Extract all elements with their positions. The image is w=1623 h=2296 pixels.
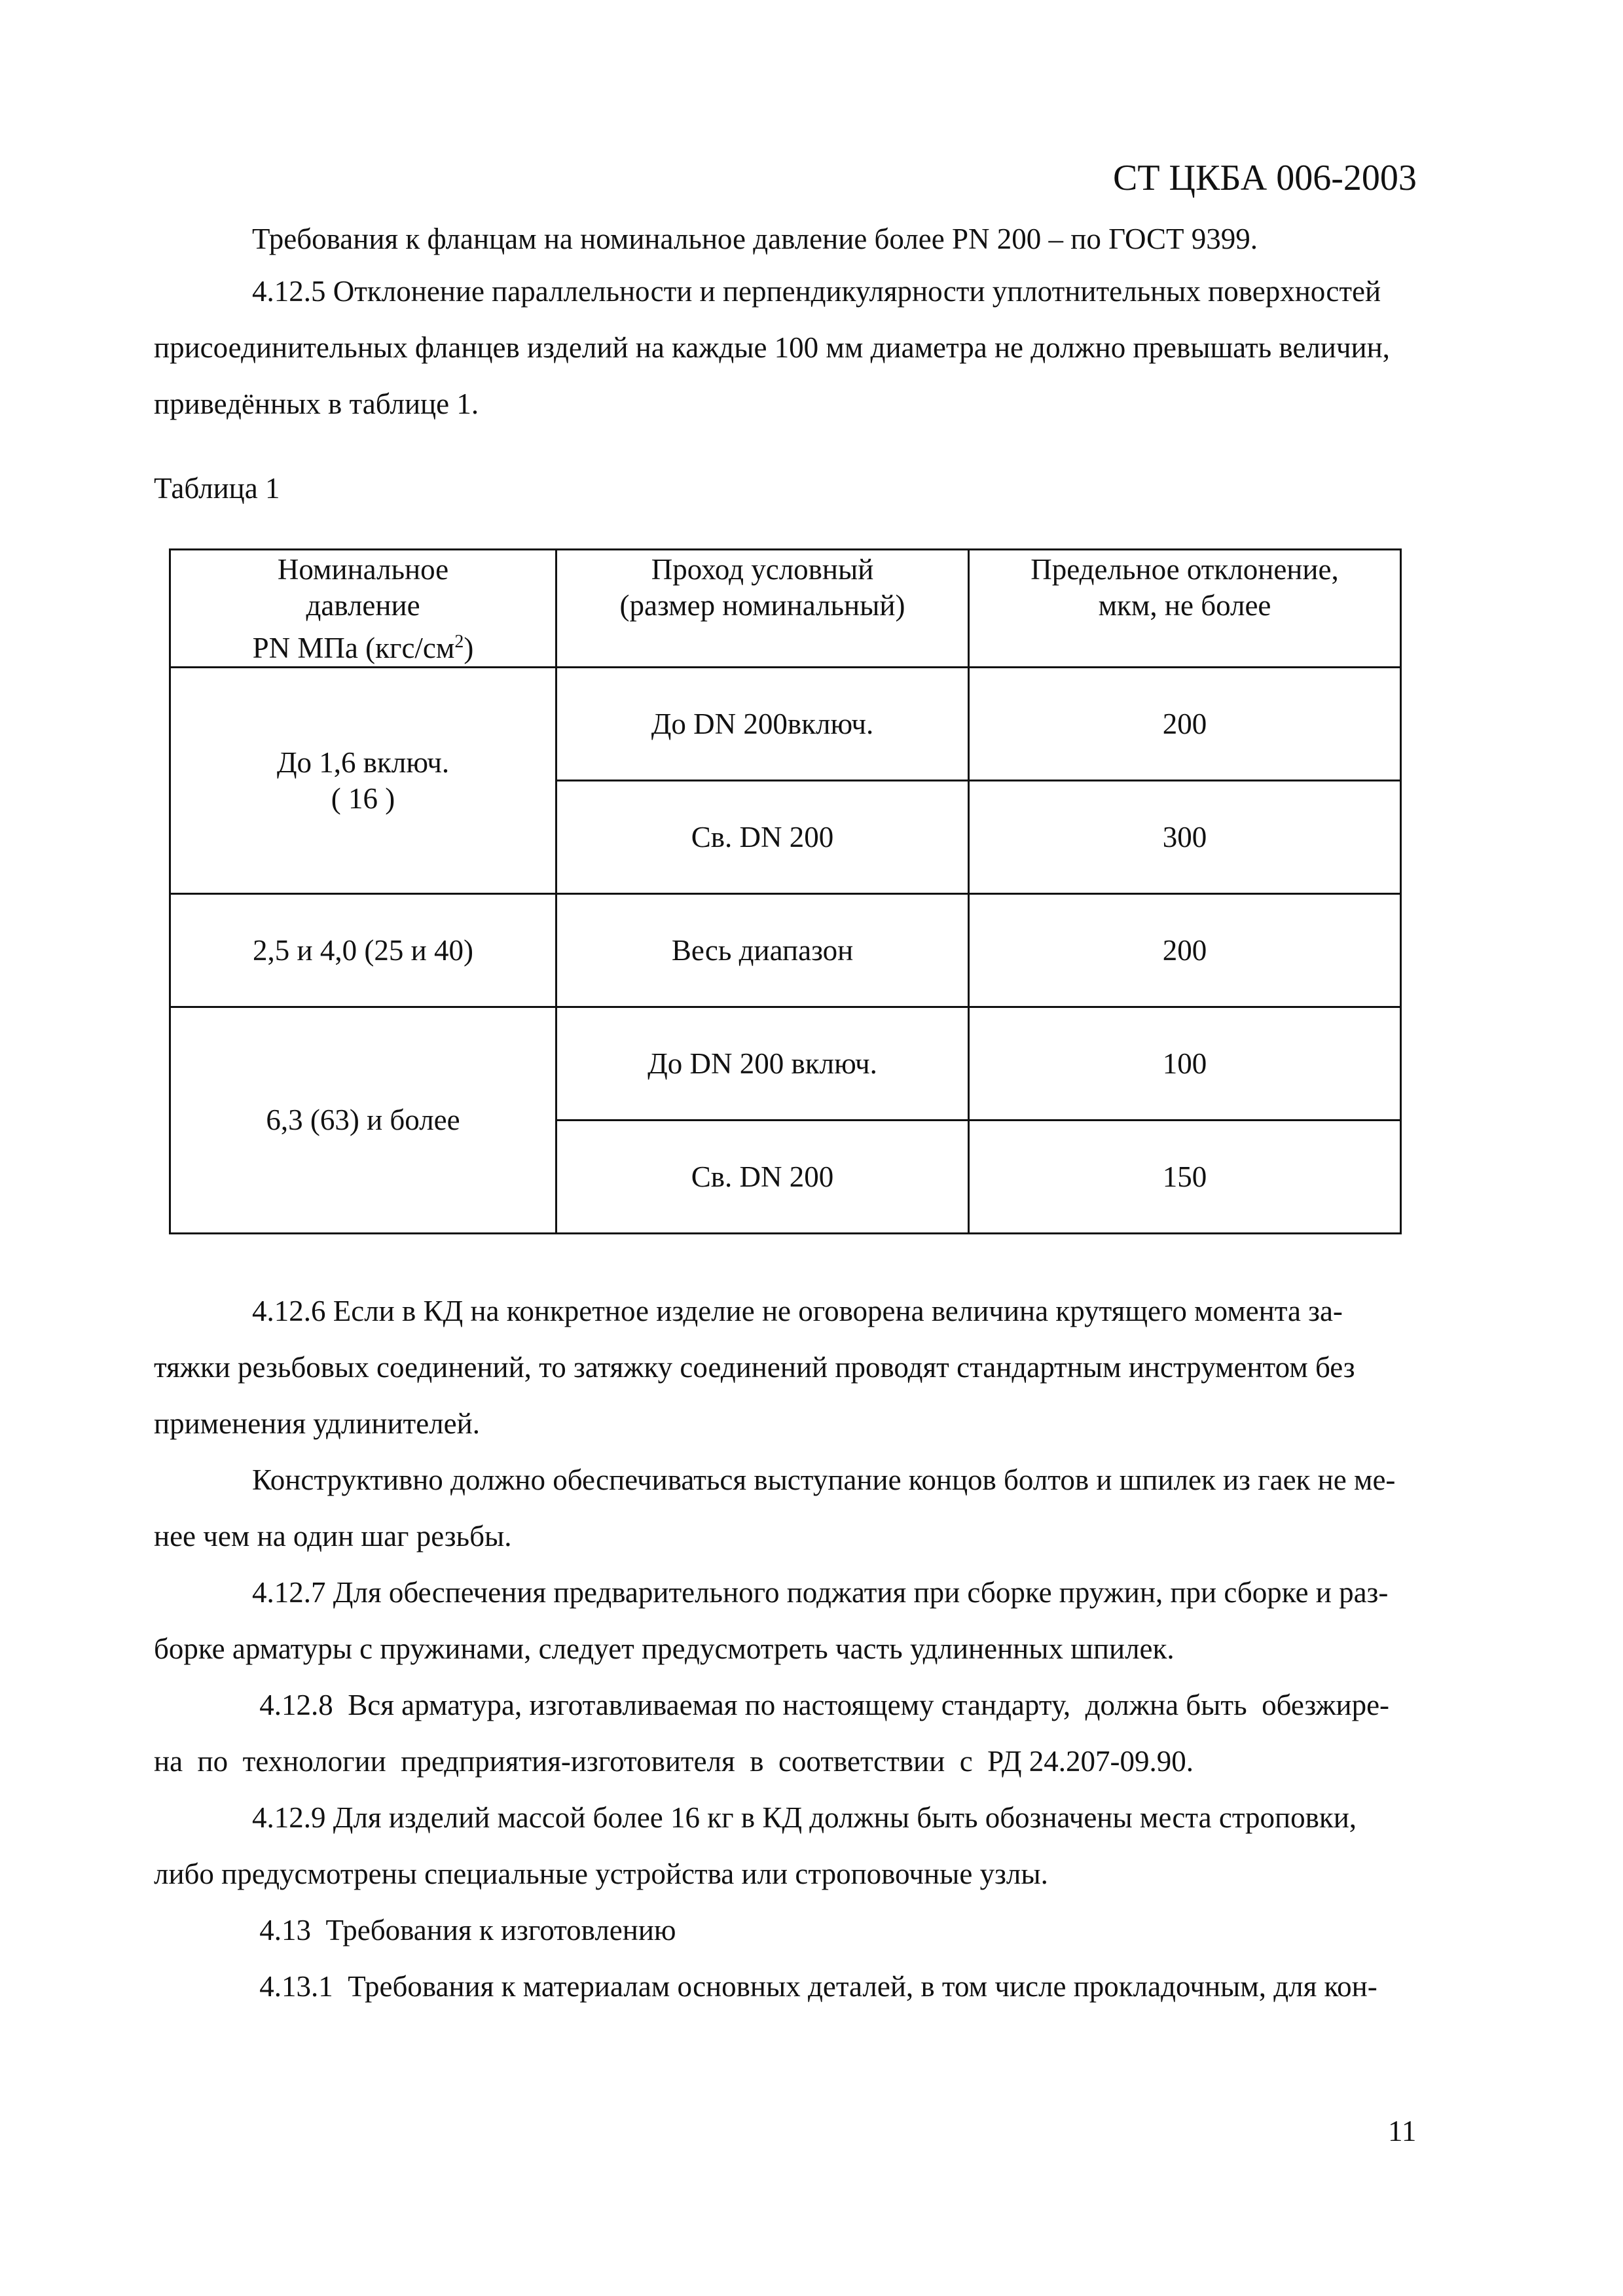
cell-pressure: 6,3 (63) и более [170, 1007, 556, 1234]
header-pressure [170, 550, 556, 668]
paragraph-4-12-7 [154, 1564, 1529, 1677]
text-line: 4.13 Требования к изготовлению [252, 1914, 676, 1946]
text-line: присоединительных фланцев изделий на каждые 100 мм диаметра не должно превышать величин, [154, 331, 1390, 364]
section-4-13-heading [154, 1902, 1529, 1958]
table-caption: Таблица 1 [154, 472, 280, 505]
header-line: мкм, не более [1098, 589, 1271, 622]
header-deviation [969, 550, 1401, 668]
paragraph-4-12-6 [154, 1283, 1529, 1452]
paragraph-4-12-9 [154, 1789, 1529, 1902]
table-row [170, 894, 1401, 1007]
paragraph-4-12-5 [154, 263, 1529, 432]
cell-passage: Св. DN 200 [556, 1121, 969, 1234]
cell-deviation: 200 [969, 668, 1401, 781]
text-line: на по технологии предприятия-изготовителя в соответствии с РД 24.207-09.90. [154, 1745, 1194, 1778]
cell-deviation: 300 [969, 781, 1401, 894]
text-line: нее чем на один шаг резьбы. [154, 1520, 512, 1552]
cell-passage: Св. DN 200 [556, 781, 969, 894]
header-line: Номинальное [277, 553, 449, 586]
table-row [170, 668, 1401, 781]
cell-deviation: 200 [969, 894, 1401, 1007]
paragraph-flange-requirements [154, 211, 1529, 267]
header-line: Предельное отклонение, [1030, 553, 1339, 586]
deviation-table [169, 548, 1402, 1234]
text-line: 4.13.1 Требования к материалам основных деталей, в том числе прокладочным, для кон- [252, 1970, 1377, 2003]
text-line: тяжки резьбовых соединений, то затяжку соединений проводят стандартным инструментом без [154, 1351, 1355, 1384]
header-line: давление [306, 589, 420, 622]
header-line: (размер номинальный) [619, 589, 905, 622]
paragraph-4-12-8 [154, 1677, 1529, 1789]
cell-pressure [170, 668, 556, 894]
cell-passage: Весь диапазон [556, 894, 969, 1007]
cell-deviation: 150 [969, 1121, 1401, 1234]
cell-passage: До DN 200 включ. [556, 1007, 969, 1121]
text-line: борке арматуры с пружинами, следует предусмотреть часть удлиненных шпилек. [154, 1632, 1175, 1665]
header-unit: PN МПа (кгс/см [252, 632, 455, 664]
cell-passage: До DN 200включ. [556, 668, 969, 781]
text-line: применения удлинителей. [154, 1407, 480, 1440]
text-line: либо предусмотрены специальные устройства или строповочные узлы. [154, 1857, 1048, 1890]
paragraph-bolts [154, 1452, 1529, 1564]
page-number: 11 [1388, 2115, 1417, 2147]
paragraph-4-13-1 [154, 1958, 1529, 2015]
table-row [170, 1007, 1401, 1121]
text-line: приведённых в таблице 1. [154, 387, 479, 420]
text-line: 4.12.9 Для изделий массой более 16 кг в КД должны быть обозначены места строповки, [252, 1801, 1357, 1834]
text-line: 4.12.7 Для обеспечения предварительного поджатия при сборке пружин, при сборке и раз- [252, 1576, 1389, 1609]
table-header-row [170, 550, 1401, 668]
superscript: 2 [454, 632, 464, 652]
header-line [177, 624, 549, 666]
cell-deviation: 100 [969, 1007, 1401, 1121]
header-passage [556, 550, 969, 668]
text-line: 4.12.8 Вся арматура, изготавливаемая по настоящему стандарту, должна быть обезжире- [252, 1689, 1390, 1721]
text-line: 4.12.5 Отклонение параллельности и перпендикулярности уплотнительных поверхностей [252, 275, 1381, 308]
text-line: Конструктивно должно обеспечиваться выступание концов болтов и шпилек из гаек не ме- [252, 1463, 1396, 1496]
header-unit-close: ) [464, 632, 474, 664]
header-line: Проход условный [651, 553, 874, 586]
cell-line: До 1,6 включ. [276, 745, 450, 779]
cell-pressure: 2,5 и 4,0 (25 и 40) [170, 894, 556, 1007]
cell-line: ( 16 ) [331, 781, 395, 815]
text-line: Требования к фланцам на номинальное давление более PN 200 – по ГОСТ 9399. [252, 223, 1258, 255]
document-code: СТ ЦКБА 006-2003 [1113, 158, 1417, 198]
text-line: 4.12.6 Если в КД на конкретное изделие не оговорена величина крутящего момента за- [252, 1295, 1343, 1327]
